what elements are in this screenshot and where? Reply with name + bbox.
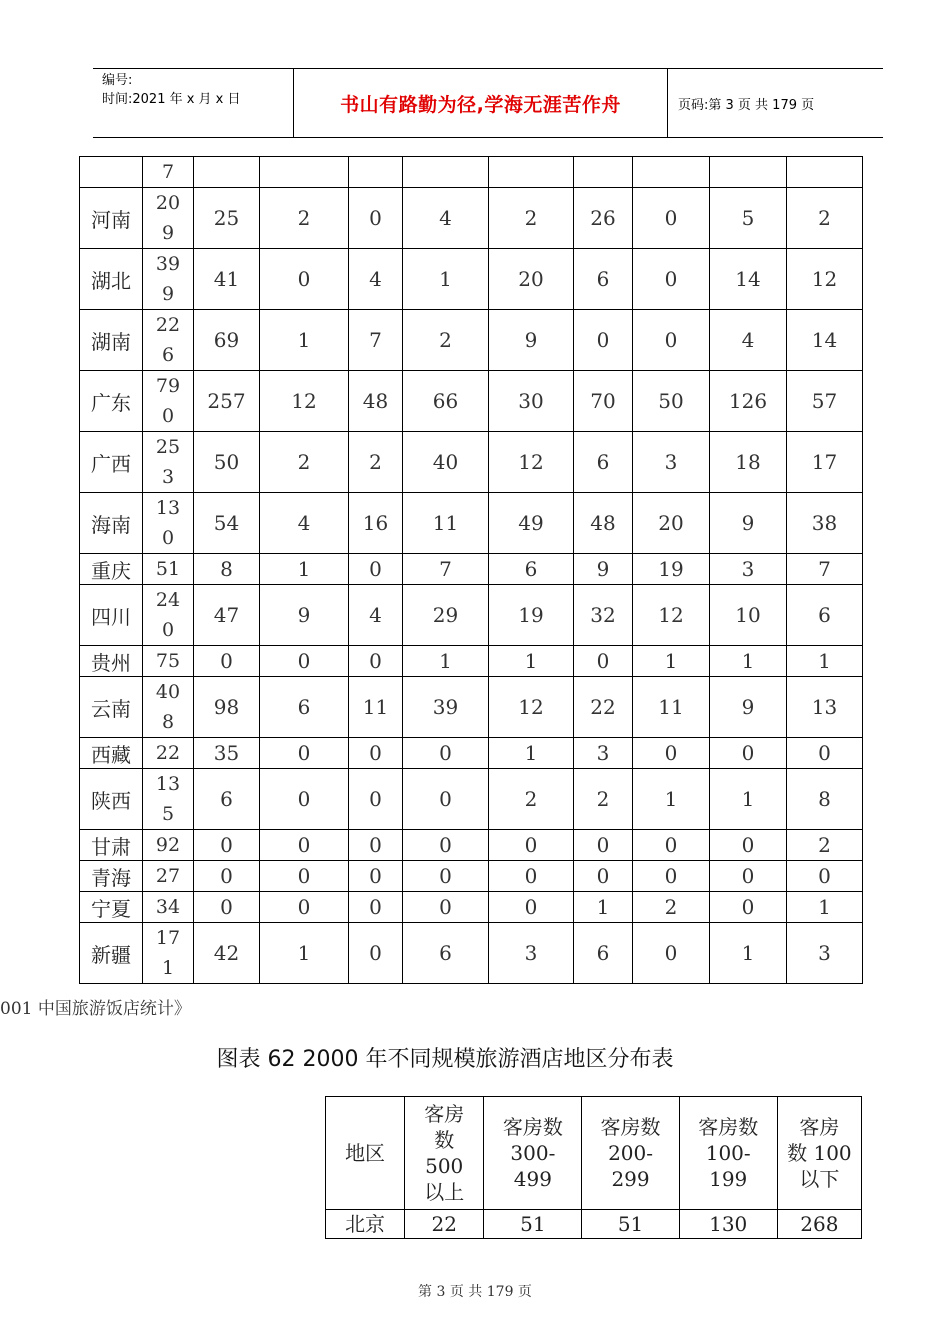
table-cell: 7 <box>787 554 863 585</box>
table-cell: 1 <box>710 923 787 984</box>
total-value: 399 <box>155 253 181 305</box>
size-table-header-cell <box>405 1097 484 1210</box>
total-cell <box>143 493 194 554</box>
region-cell: 宁夏 <box>80 892 143 923</box>
table-cell: 9 <box>260 585 349 646</box>
table-cell: 2 <box>489 188 574 249</box>
table-cell: 1 <box>633 646 710 677</box>
table-row <box>80 861 863 892</box>
source-note: 001 中国旅游饭店统计》 <box>0 999 191 1019</box>
total-cell <box>143 738 194 769</box>
table-row <box>80 892 863 923</box>
table-cell: 38 <box>787 493 863 554</box>
table-cell: 13 <box>787 677 863 738</box>
table-cell: 12 <box>489 677 574 738</box>
total-cell <box>143 554 194 585</box>
table-cell: 57 <box>787 371 863 432</box>
header-line: 100- <box>705 1141 751 1165</box>
table-cell: 0 <box>349 830 403 861</box>
table-cell: 12 <box>489 432 574 493</box>
total-cell <box>143 769 194 830</box>
figure-caption: 图表 62 2000 年不同规模旅游酒店地区分布表 <box>216 1047 674 1072</box>
header-line: 客房数 <box>698 1115 759 1139</box>
table-cell: 7 <box>349 310 403 371</box>
table-cell: 17 <box>787 432 863 493</box>
table-cell: 0 <box>349 923 403 984</box>
table-cell: 54 <box>194 493 260 554</box>
table-cell: 0 <box>349 769 403 830</box>
total-value: 75 <box>155 650 181 672</box>
header-line: 以下 <box>799 1167 840 1191</box>
table-cell: 3 <box>787 923 863 984</box>
table-cell: 2 <box>574 769 633 830</box>
table-cell: 0 <box>633 861 710 892</box>
region-cell: 广西 <box>80 432 143 493</box>
total-cell <box>143 188 194 249</box>
table-cell: 39 <box>403 677 489 738</box>
table-cell: 0 <box>403 738 489 769</box>
total-cell <box>143 310 194 371</box>
region-cell: 湖北 <box>80 249 143 310</box>
table-cell: 1 <box>710 646 787 677</box>
size-table-row <box>326 1210 862 1239</box>
table-cell: 66 <box>403 371 489 432</box>
table-cell: 12 <box>787 249 863 310</box>
table-cell <box>260 157 349 188</box>
table-cell: 30 <box>489 371 574 432</box>
table-cell: 0 <box>787 738 863 769</box>
table-cell: 0 <box>574 861 633 892</box>
table-cell: 6 <box>403 923 489 984</box>
table-cell: 0 <box>633 310 710 371</box>
region-cell: 广东 <box>80 371 143 432</box>
table-row <box>80 249 863 310</box>
table-cell: 0 <box>260 830 349 861</box>
region-cell: 海南 <box>80 493 143 554</box>
table-cell: 6 <box>489 554 574 585</box>
total-cell <box>143 585 194 646</box>
region-cell: 河南 <box>80 188 143 249</box>
table-row <box>80 923 863 984</box>
table-cell: 6 <box>574 432 633 493</box>
table-cell: 0 <box>194 892 260 923</box>
table-row <box>80 738 863 769</box>
table-cell: 0 <box>194 861 260 892</box>
table-cell: 1 <box>710 769 787 830</box>
table-cell: 6 <box>574 249 633 310</box>
total-cell <box>143 371 194 432</box>
table-cell: 3 <box>710 554 787 585</box>
size-table-header-cell <box>679 1097 777 1210</box>
total-value: 240 <box>155 589 181 641</box>
table-cell: 32 <box>574 585 633 646</box>
table-cell: 20 <box>633 493 710 554</box>
table-cell: 70 <box>574 371 633 432</box>
header-line: 数 <box>434 1128 455 1152</box>
table-cell: 16 <box>349 493 403 554</box>
table-cell: 51 <box>484 1210 582 1239</box>
table-cell: 50 <box>194 432 260 493</box>
total-cell <box>143 249 194 310</box>
table-cell: 69 <box>194 310 260 371</box>
table-cell: 4 <box>260 493 349 554</box>
table-cell: 0 <box>403 830 489 861</box>
table-cell: 48 <box>349 371 403 432</box>
table-cell: 4 <box>710 310 787 371</box>
total-value: 27 <box>155 865 181 887</box>
table-cell: 0 <box>489 892 574 923</box>
table-cell: 47 <box>194 585 260 646</box>
region-cell: 北京 <box>326 1210 405 1239</box>
region-cell: 青海 <box>80 861 143 892</box>
table-cell: 48 <box>574 493 633 554</box>
region-cell: 甘肃 <box>80 830 143 861</box>
table-row <box>80 371 863 432</box>
table-row <box>80 554 863 585</box>
table-cell: 1 <box>489 646 574 677</box>
header-time-label: 时间:2021 年 x 月 x 日 <box>102 92 241 107</box>
table-cell <box>80 157 143 188</box>
table-cell: 25 <box>194 188 260 249</box>
table-cell <box>710 157 787 188</box>
header-line: 地区 <box>345 1141 386 1165</box>
table-cell: 1 <box>260 923 349 984</box>
table-cell: 1 <box>403 249 489 310</box>
total-cell <box>143 432 194 493</box>
table-cell: 0 <box>710 861 787 892</box>
table-cell <box>574 157 633 188</box>
header-number-label: 编号: <box>102 73 133 88</box>
total-value: 253 <box>155 436 181 488</box>
table-cell: 4 <box>349 585 403 646</box>
table-cell: 8 <box>194 554 260 585</box>
table-row <box>80 646 863 677</box>
table-cell: 2 <box>349 432 403 493</box>
table-row <box>80 769 863 830</box>
table-row-fragment <box>80 157 863 188</box>
table-cell: 0 <box>574 646 633 677</box>
table-cell: 6 <box>787 585 863 646</box>
table-cell: 0 <box>633 830 710 861</box>
table-cell: 9 <box>710 493 787 554</box>
table-cell: 6 <box>194 769 260 830</box>
table-cell <box>403 157 489 188</box>
region-cell: 云南 <box>80 677 143 738</box>
header-line: 客房 <box>799 1115 840 1139</box>
table-cell: 1 <box>260 554 349 585</box>
region-cell: 重庆 <box>80 554 143 585</box>
table-cell: 9 <box>710 677 787 738</box>
table-cell: 1 <box>403 646 489 677</box>
table-cell: 0 <box>489 830 574 861</box>
table-row <box>80 432 863 493</box>
table-cell: 2 <box>633 892 710 923</box>
size-table-header-cell <box>326 1097 405 1210</box>
table-cell: 1 <box>787 646 863 677</box>
table-cell: 11 <box>633 677 710 738</box>
table-row <box>80 585 863 646</box>
table-cell: 51 <box>582 1210 679 1239</box>
table-row <box>80 830 863 861</box>
header-line: 500 <box>425 1154 464 1178</box>
header-line: 以上 <box>424 1180 465 1204</box>
table-cell: 50 <box>633 371 710 432</box>
table-cell: 0 <box>260 646 349 677</box>
header-line: 200- <box>608 1141 653 1165</box>
table-cell: 0 <box>574 830 633 861</box>
table-cell: 0 <box>403 769 489 830</box>
table-cell: 2 <box>787 830 863 861</box>
table-cell: 0 <box>194 646 260 677</box>
total-value: 130 <box>155 497 181 549</box>
total-cell <box>143 861 194 892</box>
table-cell: 19 <box>633 554 710 585</box>
region-cell: 贵州 <box>80 646 143 677</box>
size-table-header-cell <box>582 1097 679 1210</box>
region-cell: 新疆 <box>80 923 143 984</box>
table-cell: 0 <box>260 861 349 892</box>
table-cell <box>349 157 403 188</box>
header-motto: 书山有路勤为径,学海无涯苦作舟 <box>294 69 668 137</box>
total-value: 790 <box>155 375 181 427</box>
total-cell <box>143 830 194 861</box>
table-cell: 6 <box>260 677 349 738</box>
total-value: 51 <box>155 558 181 580</box>
region-cell: 湖南 <box>80 310 143 371</box>
table-cell: 0 <box>574 310 633 371</box>
total-value: 135 <box>155 773 181 825</box>
table-cell: 1 <box>260 310 349 371</box>
table-cell: 40 <box>403 432 489 493</box>
table-cell: 20 <box>489 249 574 310</box>
header-line: 数 100 <box>787 1141 852 1165</box>
table-cell: 19 <box>489 585 574 646</box>
table-cell: 0 <box>633 923 710 984</box>
header-line: 客房 <box>424 1102 465 1126</box>
table-cell: 42 <box>194 923 260 984</box>
size-table-header-row <box>326 1097 862 1210</box>
table-cell: 22 <box>574 677 633 738</box>
table-cell: 0 <box>403 892 489 923</box>
table-cell: 2 <box>489 769 574 830</box>
table-cell <box>633 157 710 188</box>
table-cell: 0 <box>710 830 787 861</box>
total-cell <box>143 677 194 738</box>
total-value: 408 <box>155 681 181 733</box>
total-value: 22 <box>155 742 181 764</box>
table-cell: 0 <box>260 249 349 310</box>
table-cell: 0 <box>260 738 349 769</box>
total-value: 34 <box>155 896 181 918</box>
table-cell: 3 <box>574 738 633 769</box>
table-cell: 130 <box>679 1210 777 1239</box>
table-cell: 8 <box>787 769 863 830</box>
header-line: 客房数 <box>600 1115 661 1139</box>
header-page-info: 页码:第 3 页 共 179 页 <box>678 97 815 113</box>
table-cell: 35 <box>194 738 260 769</box>
table-cell <box>489 157 574 188</box>
header-line: 客房数 <box>502 1115 563 1139</box>
table-cell: 41 <box>194 249 260 310</box>
table-cell: 29 <box>403 585 489 646</box>
region-cell: 四川 <box>80 585 143 646</box>
table-cell: 0 <box>710 738 787 769</box>
table-body <box>80 157 863 984</box>
table-row <box>80 188 863 249</box>
table-row <box>80 310 863 371</box>
table-cell: 1 <box>489 738 574 769</box>
table-cell: 11 <box>403 493 489 554</box>
table-cell: 11 <box>349 677 403 738</box>
table-cell: 7 <box>403 554 489 585</box>
table-cell: 0 <box>633 738 710 769</box>
table-cell: 0 <box>349 646 403 677</box>
table-cell: 3 <box>633 432 710 493</box>
table-cell: 26 <box>574 188 633 249</box>
table-cell: 257 <box>194 371 260 432</box>
table-cell: 0 <box>349 892 403 923</box>
table-cell: 2 <box>403 310 489 371</box>
table-cell: 0 <box>260 892 349 923</box>
hotel-region-table <box>79 156 863 984</box>
table-cell: 0 <box>349 554 403 585</box>
table-row <box>80 493 863 554</box>
header-line: 199 <box>709 1167 748 1191</box>
total-value: 226 <box>155 314 181 366</box>
table-cell: 14 <box>787 310 863 371</box>
table-cell: 9 <box>489 310 574 371</box>
table-cell: 9 <box>574 554 633 585</box>
table-cell <box>194 157 260 188</box>
table-cell: 0 <box>710 892 787 923</box>
table-cell: 1 <box>574 892 633 923</box>
table-cell: 0 <box>349 738 403 769</box>
table-cell: 0 <box>489 861 574 892</box>
table-cell: 3 <box>489 923 574 984</box>
table-cell: 0 <box>787 861 863 892</box>
table-cell: 14 <box>710 249 787 310</box>
table-cell: 98 <box>194 677 260 738</box>
table-cell: 49 <box>489 493 574 554</box>
table-cell: 0 <box>194 830 260 861</box>
header-line: 299 <box>611 1167 650 1191</box>
table-cell: 0 <box>633 188 710 249</box>
total-value: 92 <box>155 834 181 856</box>
header-line: 300- <box>510 1141 556 1165</box>
table-cell: 4 <box>349 249 403 310</box>
header-meta <box>93 69 294 137</box>
table-cell: 0 <box>403 861 489 892</box>
table-cell: 4 <box>403 188 489 249</box>
header-line: 499 <box>513 1167 552 1191</box>
table-cell: 6 <box>574 923 633 984</box>
table-cell: 10 <box>710 585 787 646</box>
size-table-body <box>326 1097 862 1239</box>
total-cell <box>143 923 194 984</box>
size-table-header-cell <box>777 1097 861 1210</box>
total-value: 209 <box>155 192 181 244</box>
table-cell: 2 <box>260 188 349 249</box>
region-cell: 陕西 <box>80 769 143 830</box>
table-cell: 12 <box>633 585 710 646</box>
table-cell: 1 <box>787 892 863 923</box>
table-cell: 18 <box>710 432 787 493</box>
size-table-header-cell <box>484 1097 582 1210</box>
total-value: 171 <box>155 927 181 979</box>
table-cell: 2 <box>787 188 863 249</box>
table-cell: 126 <box>710 371 787 432</box>
table-cell: 2 <box>260 432 349 493</box>
table-cell: 0 <box>349 188 403 249</box>
total-cell <box>143 646 194 677</box>
table-cell <box>787 157 863 188</box>
total-cell <box>143 892 194 923</box>
page-header <box>93 68 883 138</box>
page-footer: 第 3 页 共 179 页 <box>418 1284 532 1300</box>
table-cell: 268 <box>777 1210 861 1239</box>
table-cell-total: 7 <box>143 157 194 188</box>
region-cell: 西藏 <box>80 738 143 769</box>
table-cell: 22 <box>405 1210 484 1239</box>
size-distribution-table <box>325 1096 862 1239</box>
table-cell: 5 <box>710 188 787 249</box>
table-row <box>80 677 863 738</box>
table-cell: 1 <box>633 769 710 830</box>
table-cell: 0 <box>633 249 710 310</box>
table-cell: 12 <box>260 371 349 432</box>
table-cell: 0 <box>260 769 349 830</box>
table-cell: 0 <box>349 861 403 892</box>
